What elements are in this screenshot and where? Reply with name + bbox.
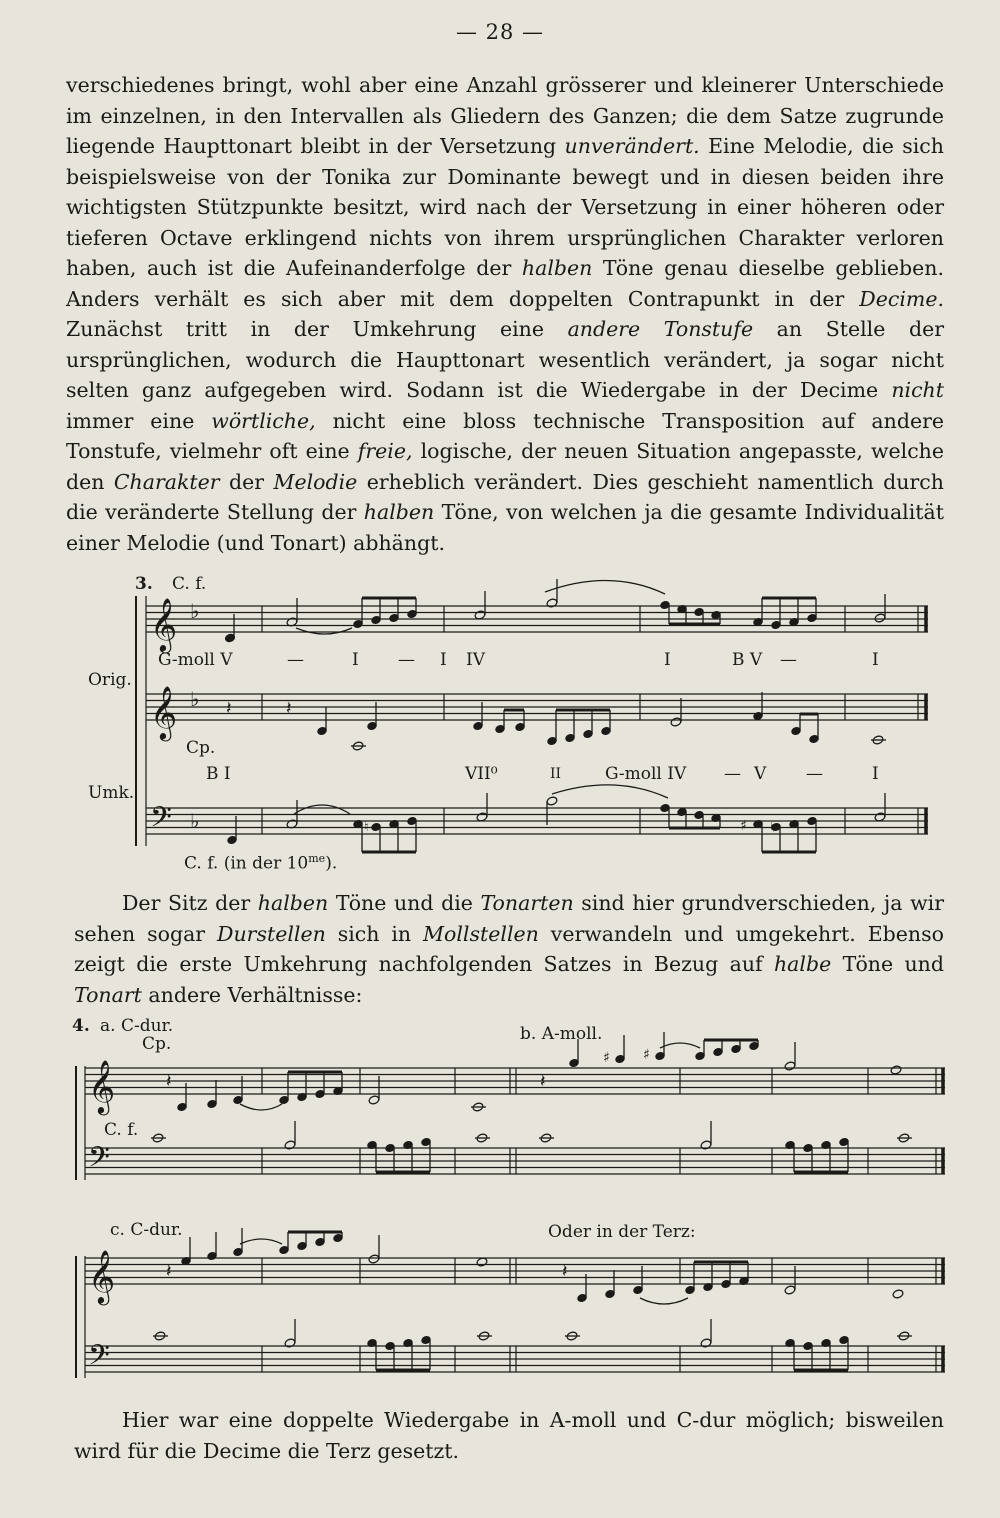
treble-clef-icon: 𝄞 bbox=[88, 1059, 116, 1113]
page-number: — 28 — bbox=[455, 20, 545, 44]
staff-4c-top bbox=[85, 1258, 945, 1284]
staff-4c-bottom bbox=[85, 1346, 945, 1372]
quarter-rest-icon: 𝄽 bbox=[286, 698, 292, 719]
text-run: der bbox=[219, 469, 274, 494]
harm-dash: — bbox=[724, 764, 741, 784]
harm-dash: — bbox=[398, 650, 415, 670]
flat-icon: ♭ bbox=[190, 687, 200, 711]
text-run: Der Sitz der bbox=[122, 891, 258, 915]
label-c-cdur: c. C-dur. bbox=[110, 1220, 183, 1240]
text-run: andere Verhältnisse: bbox=[141, 982, 363, 1007]
text-run: an Stelle der ursprünglichen, wodurch die Haupttonart wesentlich verändert, ja sogar nicht selten ganz aufgegeben wird. Sodann ist die Wiedergabe in der Decime bbox=[66, 317, 945, 402]
harm-i: I bbox=[440, 650, 447, 670]
harm-b-i: B I bbox=[206, 764, 231, 784]
text-run: nicht eine bloss technische Transposition auf andere Tonstufe, vielmehr oft eine bbox=[66, 408, 945, 463]
text-run: erheblich verändert. Dies geschieht namentlich durch die veränderte Stellung der bbox=[66, 469, 944, 524]
harm-dash: — bbox=[806, 764, 823, 784]
text-run: sind hier grundverschieden, ja wir sehen sogar bbox=[74, 891, 944, 946]
text-run: Hier war eine doppelte Wiedergabe in A-moll und C-dur möglich; bisweilen wird für die Decime die Terz gesetzt. bbox=[74, 1408, 944, 1463]
text-run: sich in bbox=[325, 921, 424, 946]
harm-ii: II bbox=[550, 766, 562, 782]
emphasis: wörtliche, bbox=[211, 408, 316, 433]
text-run: Eine Melodie, die sich beispielsweise von der Tonika zur Dominante bewegt und in diesen beiden ihre wichtigsten Stützpunkte besitzt, wird nach der Versetzung in einer höheren oder tieferen Octave erklingend nichts von ihrem ursprünglichen Charakter verloren haben, auch ist die Aufeinanderfolge der bbox=[66, 134, 944, 280]
harm-vii: VII⁰ bbox=[465, 764, 498, 784]
quarter-rest-icon: 𝄽 bbox=[226, 698, 232, 719]
natural-icon: ♮ bbox=[364, 820, 369, 835]
text-run: Töne, von welchen ja die gesamte Individualität einer Melodie (und Tonart) abhängt. bbox=[66, 500, 944, 555]
label-cf: C. f. bbox=[104, 1120, 139, 1140]
harm-iv: IV bbox=[466, 650, 485, 670]
harm-i: I bbox=[352, 650, 359, 670]
staff-4ab-top bbox=[85, 1068, 945, 1094]
text-run: Zunächst tritt in der Umkehrung eine bbox=[66, 317, 568, 341]
treble-clef-icon: 𝄞 bbox=[150, 597, 178, 651]
flat-icon: ♭ bbox=[190, 599, 200, 623]
emphasis: Tonart bbox=[74, 982, 142, 1007]
label-a-cdur: a. C-dur. bbox=[100, 1016, 174, 1036]
paragraph-3 bbox=[74, 1405, 944, 1466]
emphasis: Decime. bbox=[859, 286, 944, 311]
emphasis: halben bbox=[521, 256, 593, 280]
flat-icon: ♭ bbox=[190, 809, 200, 833]
emphasis: Durstellen bbox=[217, 921, 326, 946]
harm-gmoll-v: G-moll V bbox=[158, 650, 233, 670]
label-cp: Cp. bbox=[142, 1034, 172, 1054]
staff-4ab-top-notes bbox=[166, 1032, 902, 1112]
label-umk: Umk. bbox=[88, 783, 135, 803]
text-run: immer eine bbox=[66, 408, 212, 433]
harm-b-v: B V bbox=[732, 650, 763, 670]
bass-clef-icon: 𝄢 bbox=[88, 1339, 110, 1379]
bass-clef-icon: 𝄢 bbox=[150, 801, 172, 841]
example-3-cf-label: C. f. bbox=[172, 574, 207, 594]
emphasis: nicht bbox=[891, 378, 944, 402]
harm-dash: — bbox=[287, 650, 304, 670]
quarter-rest-icon: 𝄽 bbox=[540, 1071, 546, 1092]
label-cp: Cp. bbox=[186, 738, 216, 758]
sharp-icon: ♯ bbox=[643, 1047, 650, 1063]
treble-clef-icon: 𝄞 bbox=[150, 685, 178, 739]
harm-i: I bbox=[664, 650, 671, 670]
example-3-number: 3. bbox=[135, 574, 153, 594]
natural-icon: ♮ bbox=[770, 820, 776, 836]
example-4-number: 4. bbox=[72, 1016, 90, 1036]
emphasis: unverändert. bbox=[564, 134, 700, 158]
label-terz: Oder in der Terz: bbox=[548, 1222, 696, 1242]
barlines-4ab bbox=[262, 1068, 943, 1174]
emphasis: Tonarten bbox=[480, 891, 574, 915]
emphasis: Charakter bbox=[113, 469, 220, 494]
emphasis: andere Tonstufe bbox=[567, 317, 754, 341]
text-run: logische, der neuen Situation angepasste, welche den bbox=[66, 439, 945, 494]
quarter-rest-icon: 𝄽 bbox=[562, 1261, 568, 1282]
text-run: verschiedenes bringt, wohl aber eine Anzahl grösserer und kleinerer Unterschiede im einzelnen, in den Intervallen als Gliedern des Ganzen; die dem Satze zugrunde liegende Haupttonart bleibt in der Versetzung bbox=[66, 73, 944, 158]
emphasis: halben bbox=[363, 500, 435, 524]
harm-i: I bbox=[872, 764, 879, 784]
treble-clef-icon: 𝄞 bbox=[88, 1249, 116, 1303]
text-run: Töne genau dieselbe geblieben. Anders verhält es sich aber mit dem doppelten Contrapunkt in der bbox=[66, 256, 944, 311]
harm-dash: — bbox=[780, 650, 797, 670]
sharp-icon: ♯ bbox=[603, 1050, 610, 1066]
harm-v: V bbox=[754, 764, 767, 784]
barlines-4c bbox=[262, 1258, 943, 1372]
staff-4ab-bottom bbox=[85, 1148, 945, 1174]
bass-clef-icon: 𝄢 bbox=[88, 1141, 110, 1181]
quarter-rest-icon: 𝄽 bbox=[166, 1261, 172, 1282]
emphasis: Mollstellen bbox=[423, 921, 539, 946]
label-orig: Orig. bbox=[88, 670, 132, 690]
text-run: Töne und die bbox=[328, 891, 481, 915]
harm-i: I bbox=[872, 650, 879, 670]
harm-gmoll-iv: G-moll IV bbox=[605, 764, 687, 784]
emphasis: Melodie bbox=[273, 469, 358, 494]
emphasis: halben bbox=[257, 891, 329, 915]
staff-4c-bottom-notes bbox=[153, 1319, 912, 1370]
label-b-amoll: b. A-moll. bbox=[520, 1024, 603, 1044]
text-run: verwandeln und umgekehrt. Ebenso zeigt die erste Umkehrung nachfolgenden Satzes in Bezug auf bbox=[74, 921, 944, 976]
emphasis: freie, bbox=[357, 439, 413, 463]
staff-4ab-bottom-notes bbox=[151, 1121, 912, 1172]
sharp-icon: ♯ bbox=[740, 818, 747, 834]
quarter-rest-icon: 𝄽 bbox=[166, 1071, 172, 1092]
emphasis: halbe bbox=[773, 952, 832, 976]
label-cf-decime: C. f. (in der $10^{me}$). bbox=[184, 852, 338, 874]
text-run: Töne und bbox=[831, 952, 944, 976]
staff-4c-top-notes bbox=[166, 1228, 904, 1304]
